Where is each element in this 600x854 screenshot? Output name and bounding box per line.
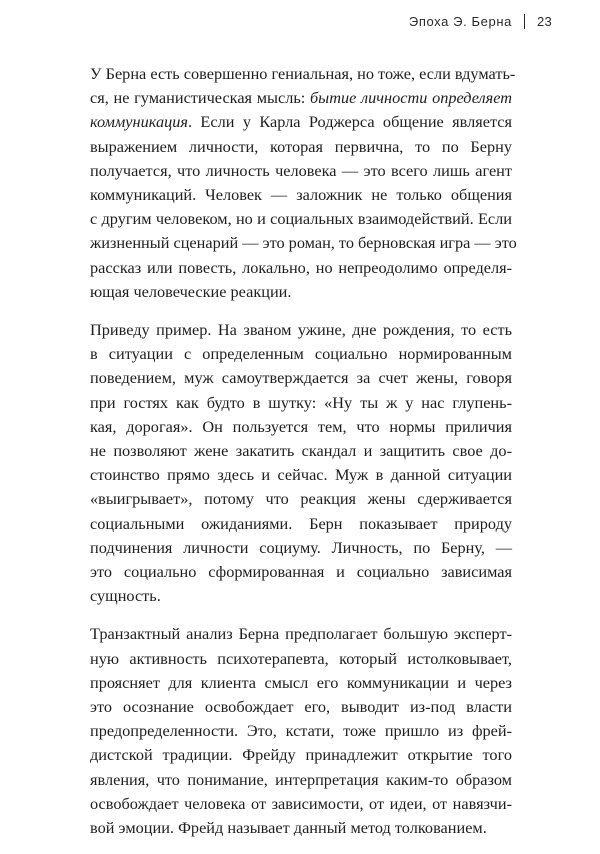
text-line: Приведу пример. На званом ужине, дне рождения, то есть (90, 320, 512, 340)
page-number: 23 (536, 14, 552, 29)
text-line: это социально сформированная и социально зависимая (90, 562, 512, 582)
emphasis-text: бытие личности определяет (309, 88, 512, 108)
text-line: при гостях как будто в шутку: «Ну ты ж у нас глупень- (90, 392, 512, 412)
text-line (90, 110, 512, 134)
text-line: Транзактный анализ Берна предполагает большую эксперт- (90, 624, 512, 644)
text-line: кая, дорогая». Он пользуется тем, что нормы приличия (90, 416, 512, 436)
text-line: это осознание освобождает его, выводит из-под власти (90, 697, 512, 717)
text-line: выражением личности, которая первична, то по Берну (90, 136, 512, 156)
text-line: ную активность психотерапевта, который истолковывает, (90, 648, 512, 668)
text-line: вой эмоции. Фрейд называет данный метод толкованием. (90, 818, 487, 838)
text-line: явления, что понимание, интерпретация каким-то образом (90, 769, 512, 789)
paragraph (90, 622, 512, 840)
running-title: Эпоха Э. Берна (408, 14, 512, 29)
text-line: поведением, муж самоутверждается за счет жены, говоря (90, 368, 512, 388)
paragraph (90, 62, 517, 304)
text-line: с другим человеком, но и социальных взаимодействий. Если (90, 209, 512, 229)
text-line: подчинения личности социуму. Личность, по Берну, — (90, 537, 512, 557)
text-line: стоинство прямо здесь и сейчас. Муж в данной ситуации (90, 465, 512, 485)
text-line: коммуникаций. Человек — заложник не только общения (90, 185, 512, 205)
text-line: социальными ожиданиями. Берн показывает природу (90, 513, 512, 533)
text-line: дистской традиции. Фрейду принадлежит открытие того (90, 745, 512, 765)
text-line: освобождает человека от зависимости, от идеи, от навязчи- (90, 793, 512, 813)
text-line: предопределенности. Это, кстати, тоже пришло из фрей- (90, 721, 512, 741)
text-line (90, 86, 512, 110)
text-line: жизненный сценарий — это роман, то берновская игра — это (90, 233, 517, 253)
emphasis-text: коммуникация (90, 112, 188, 132)
text-run: . Если у Карла Роджерса общение является (187, 112, 512, 132)
text-line: ющая человеческие реакции. (90, 281, 292, 301)
paragraph (90, 318, 512, 608)
page-body (90, 62, 517, 854)
text-run: ся, не гуманистическая мысль: (90, 88, 310, 108)
text-line: не позволяют жене закатить скандал и защитить свое до- (90, 441, 512, 461)
text-line: в ситуации с определенным социально нормированным (90, 344, 512, 364)
text-line: «выигрывает», потому что реакция жены сдерживается (90, 489, 512, 509)
text-line: У Берна есть совершенно гениальная, но тоже, если вдумать- (90, 64, 516, 83)
running-header (409, 14, 552, 29)
text-line: получается, что личность человека — это всего лишь агент (90, 160, 512, 180)
text-line: рассказ или повесть, локально, но непреодолимо определя- (90, 257, 512, 277)
header-divider (524, 14, 525, 29)
text-line: сущность. (90, 586, 161, 606)
text-line: проясняет для клиента смысл его коммуникации и через (90, 672, 512, 692)
